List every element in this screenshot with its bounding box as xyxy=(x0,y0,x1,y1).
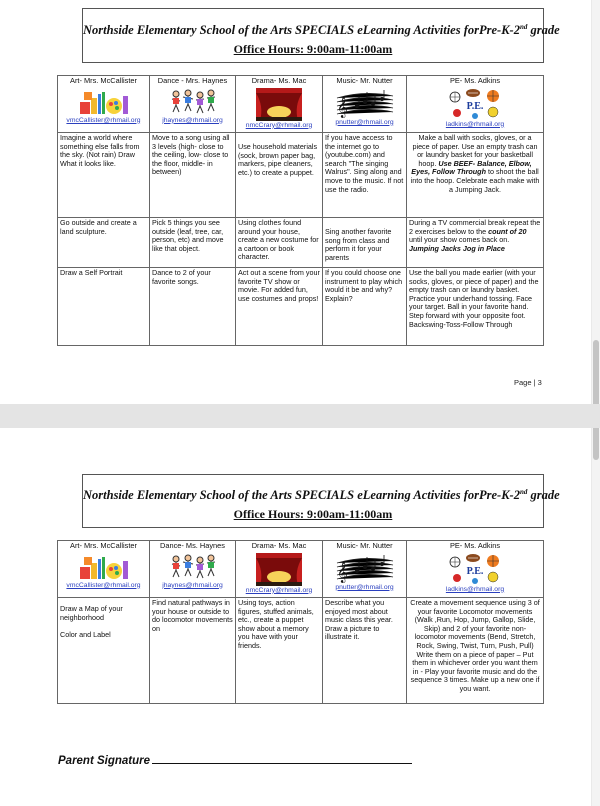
art-supplies-icon xyxy=(78,553,130,581)
music-email-link[interactable]: pnutter@rhmail.org xyxy=(335,583,394,591)
art-activity-4-text-a: Draw a Map of your neighborhood xyxy=(60,604,123,622)
pe-activity-1-text-c: to shoot the ball into the hoop. Celebrate each make with a Jumping Jack. xyxy=(410,167,540,194)
art-activity-3: Draw a Self Portrait xyxy=(58,268,150,346)
dance-activity-2: Pick 5 things you see outside (leaf, tree, car, person, etc) and move like that object. xyxy=(150,218,236,268)
dance-teacher-name: Dance- Ms. Haynes xyxy=(160,541,225,550)
drama-header-cell xyxy=(236,76,323,133)
drama-header-cell xyxy=(236,541,323,598)
music-staff-icon xyxy=(335,553,395,583)
dance-activity-4: Find natural pathways in your house or outside to do locomotor movements on xyxy=(150,598,236,704)
table-row xyxy=(58,133,544,218)
document-page-3 xyxy=(0,0,591,404)
drama-activity-1-text: Use household materials (sock, brown paper bag, markers, pipe cleaners, etc.) to create a puppet. xyxy=(238,142,318,177)
page-number: Page | 3 xyxy=(514,378,542,387)
music-activity-2-text: Sing another favorite song from class and perform it for your parents xyxy=(325,227,392,262)
table-header-row xyxy=(58,541,544,598)
pe-activity-1 xyxy=(407,133,544,218)
page-gap xyxy=(0,404,600,428)
theater-stage-icon xyxy=(256,88,302,121)
pe-activity-1-text-a: Make a ball with socks, gloves, or a piece of paper. Use an empty trash can or laundry basket for your basketball hoop. xyxy=(412,133,538,168)
activities-table xyxy=(57,75,544,346)
table-row xyxy=(58,218,544,268)
dance-email-link[interactable]: jhaynes@rhmail.org xyxy=(162,116,223,124)
drama-email-link[interactable]: nmcCrary@rhmail.org xyxy=(245,121,313,129)
pe-activity-2-text-a: During a TV commercial break repeat the 2 exercises below to the xyxy=(409,218,541,236)
pe-sports-balls-icon xyxy=(447,553,503,585)
music-teacher-name: Music- Mr. Nutter xyxy=(336,76,393,85)
music-staff-icon xyxy=(335,88,395,118)
music-teacher-name: Music- Mr. Nutter xyxy=(336,541,393,550)
music-activity-1: If you have access to the internet go to (youtube.com) and search "The singing Walrus". Sing along and move to the music. If not use the radio. xyxy=(323,133,407,218)
table-header-row xyxy=(58,76,544,133)
pe-activity-2-exercises: Jumping Jacks Jog in Place xyxy=(409,243,505,253)
drama-email-link[interactable]: nmcCrary@rhmail.org xyxy=(245,586,313,594)
art-supplies-icon xyxy=(78,88,130,116)
drama-teacher-name: Drama- Ms. Mac xyxy=(251,541,307,550)
theater-stage-icon xyxy=(256,553,302,586)
pe-activity-3: Use the ball you made earlier (with your socks, gloves, or piece of paper) and the empty trash can or laundry basket. Practice your underhand tossing. Face your target. Ball in your favorite hand. Step forward with your opposite foot. Backswing-Toss-Follow Through xyxy=(407,268,544,346)
dance-header-cell xyxy=(150,76,236,133)
parent-signature xyxy=(58,754,412,767)
title-box xyxy=(82,474,560,528)
art-activity-4 xyxy=(58,598,150,704)
art-activity-1: Imagine a world where something else falls from the sky. (Not rain) Draw What it looks like. xyxy=(58,133,150,218)
table-row xyxy=(58,598,544,704)
dance-header-cell xyxy=(150,541,236,598)
drama-teacher-name: Drama- Ms. Mac xyxy=(251,76,307,85)
dance-activity-3: Dance to 2 of your favorite songs. xyxy=(150,268,236,346)
dancing-children-icon xyxy=(169,88,217,116)
pe-activity-4: Create a movement sequence using 3 of your favorite Locomotor movements (Walk ,Run, Hop, Jump, Gallop, Slide, Skip) and 2 of your favorite non-locomotor movements (Bend, Stretch, Rock, Swing, Twist, Turn, Push, Pull) Write them on a piece of paper – Put them in whichever order you want them in - Play your favorite music and do the sequence 3 times. Make up a new one if you want. xyxy=(407,598,544,704)
music-activity-2 xyxy=(323,218,407,268)
pe-header-cell xyxy=(407,541,544,598)
art-activity-2: Go outside and create a land sculpture. xyxy=(58,218,150,268)
page-title: Northside Elementary School of the Arts SPECIALS eLearning Activities forPre-K-2nd grade xyxy=(83,23,560,38)
svg-text:P.E.: P.E. xyxy=(466,565,484,577)
art-email-link[interactable]: vmcCallister@rhmail.org xyxy=(66,116,141,124)
pe-header-cell xyxy=(407,76,544,133)
signature-line[interactable] xyxy=(152,754,412,764)
pe-teacher-name: PE- Ms. Adkins xyxy=(449,541,501,550)
music-header-cell xyxy=(323,76,407,133)
drama-activity-2: Using clothes found around your house, create a new costume for a cartoon or book character. xyxy=(236,218,323,268)
pe-sports-balls-icon xyxy=(447,88,503,120)
pe-activity-2-count: count of 20 xyxy=(488,226,527,236)
pe-activity-2-text-c: until your show comes back on. xyxy=(409,235,510,245)
office-hours: Office Hours: 9:00am-11:00am xyxy=(233,42,393,57)
svg-text:𝄞: 𝄞 xyxy=(336,96,348,118)
dancing-children-icon xyxy=(169,553,217,581)
art-teacher-name: Art- Mrs. McCallister xyxy=(70,76,137,85)
art-email-link[interactable]: vmcCallister@rhmail.org xyxy=(66,581,141,589)
pe-email-link[interactable]: ladkins@rhmail.org xyxy=(445,585,505,593)
music-email-link[interactable]: pnutter@rhmail.org xyxy=(335,118,394,126)
office-hours: Office Hours: 9:00am-11:00am xyxy=(233,507,393,522)
document-page-4 xyxy=(0,428,591,806)
pe-activity-2 xyxy=(407,218,544,268)
svg-text:P.E.: P.E. xyxy=(466,100,484,112)
art-teacher-name: Art- Mrs. McCallister xyxy=(70,541,137,550)
pe-activity-1-beef: Use BEEF- Balance, Elbow, Eyes, Follow Through xyxy=(411,158,532,177)
page-title: Northside Elementary School of the Arts SPECIALS eLearning Activities forPre-K-2nd grade xyxy=(83,488,560,503)
drama-activity-4: Using toys, action figures, stuffed animals, etc., create a puppet show about a memory you have with your friends. xyxy=(236,598,323,704)
art-activity-4-text-b: Color and Label xyxy=(60,630,111,640)
dance-activity-1: Move to a song using all 3 levels (high- close to the ceiling, low- close to the floor, middle- in between) xyxy=(150,133,236,218)
activities-table xyxy=(57,540,544,704)
music-activity-3: If you could choose one instrument to play which would it be and why? Explain? xyxy=(323,268,407,346)
scrollbar-thumb[interactable] xyxy=(593,340,599,460)
table-row xyxy=(58,268,544,346)
art-header-cell xyxy=(58,76,150,133)
pe-teacher-name: PE- Ms. Adkins xyxy=(449,76,501,85)
drama-activity-3: Act out a scene from your favorite TV show or movie. For added fun, use costumes and props! xyxy=(236,268,323,346)
art-header-cell xyxy=(58,541,150,598)
title-box xyxy=(82,8,560,63)
pe-email-link[interactable]: ladkins@rhmail.org xyxy=(445,120,505,128)
music-header-cell xyxy=(323,541,407,598)
drama-activity-1 xyxy=(236,133,323,218)
svg-text:𝄞: 𝄞 xyxy=(336,561,348,583)
music-activity-4: Describe what you enjoyed most about music class this year. Draw a picture to illustrate it. xyxy=(323,598,407,704)
parent-signature-label: Parent Signature xyxy=(58,755,151,767)
dance-teacher-name: Dance - Mrs. Haynes xyxy=(157,76,228,85)
dance-email-link[interactable]: jhaynes@rhmail.org xyxy=(162,581,223,589)
